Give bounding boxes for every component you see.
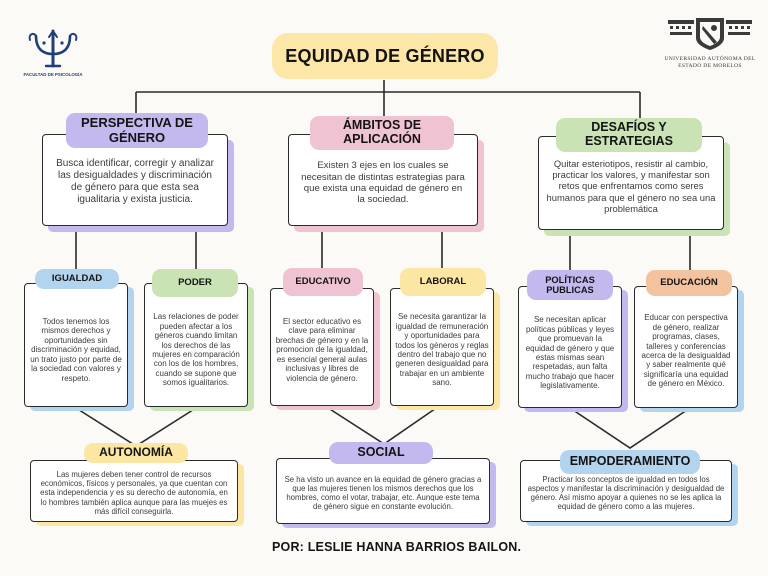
desafios-label: DESAFÍOS Y ESTRATEGIAS <box>556 118 702 152</box>
social-label: SOCIAL <box>329 442 433 464</box>
psychology-faculty-logo <box>22 26 84 82</box>
educativo-label: EDUCATIVO <box>283 268 363 296</box>
uaem-shield-icon <box>662 14 758 54</box>
main-title: EQUIDAD DE GÉNERO <box>272 33 498 79</box>
igualdad-label: IGUALDAD <box>35 269 119 289</box>
autonomia-label: AUTONOMÍA <box>84 443 188 463</box>
poder-description-box: Las relaciones de poder pueden afectar a los géneros cuando limitan los derechos de las mujeres en comparación con los de los hombres, cuando se supone que somos igualitarios. <box>144 283 248 407</box>
connector-to-social <box>322 404 442 444</box>
connector-to-empoderamiento <box>570 408 690 448</box>
empoderamiento-description-box: Practicar los conceptos de igualdad en todos los aspectos y manifestar la discriminación y desigualdad de género. Así mismo apoyar a quienes no se les aplica la equidad de género como a las mujeres. <box>520 460 732 522</box>
right-logo-caption-line2: ESTADO DE MORELOS <box>678 63 742 69</box>
social-description-box: Se ha visto un avance en la equidad de género gracias a que las mujeres tienen los mismos derechos que los hombres, como el votar, trabajar, etc. Aunque este tema de género sigue en constante evolución. <box>276 458 490 524</box>
laboral-description-box: Se necesita garantizar la igualdad de remuneración y oportunidades para todos los géneros y reglas dentro del trabajo que no generen desigualdad para trabajar en un ambiente sano. <box>390 288 494 406</box>
poder-label: PODER <box>152 269 238 297</box>
politicas-label: POLÍTICAS PUBLICAS <box>527 270 613 300</box>
politicas-description-box: Se necesitan aplicar políticas públicas y leyes que promuevan la equidad de género y que estas mismas sean respetadas, aun falta mucho trabajo que hacer legislativamente. <box>518 286 622 408</box>
educativo-description-box: El sector educativo es clave para eliminar brechas de género y en la promocion de la igualdad, es esencial general aulas inclusivas y libres de violencia de género. <box>270 288 374 406</box>
desafios-description-box: Quitar esteriotipos, resistir al cambio, practicar los valores, y manifestar son retos que enfrentamos como seres humanos para que el género no sea una problemática <box>538 136 724 230</box>
ambitos-description-box: Existen 3 ejes en los cuales se necesitan de distintas estrategias para que exista una equidad de género en la sociedad. <box>288 134 478 226</box>
igualdad-description-box: Todos tenemos los mismos derechos y oportunidades sin discriminación y equidad, un trato justo por parte de la sociedad con valores y respeto. <box>24 283 128 407</box>
perspectiva-label: PERSPECTIVA DE GÉNERO <box>66 113 208 148</box>
perspectiva-description-box: Busca identificar, corregir y analizar las desigualdades y discriminación de género para que esta sea igualitaria y exista justicia. <box>42 134 228 226</box>
autonomia-description-box: Las mujeres deben tener control de recursos económicos, físicos y personales, ya que cuentan con esta independencia y es su derecho de autonomía, en lo hombres también aplica aunque para las muejes es más difícil conseguirla. <box>30 460 238 522</box>
ambitos-label: ÁMBITOS DE APLICACIÓN <box>310 116 454 150</box>
left-logo-caption: FACULTAD DE PSICOLOGÍA <box>23 72 83 77</box>
empoderamiento-label: EMPODERAMIENTO <box>560 450 700 474</box>
connector-to-autonomia <box>76 408 196 446</box>
uaem-logo <box>662 14 758 74</box>
right-logo-caption-line1: UNIVERSIDAD AUTÓNOMA DEL <box>664 56 756 62</box>
psi-trident-icon <box>22 26 84 72</box>
author-credit: POR: LESLIE HANNA BARRIOS BAILON. <box>272 540 522 554</box>
educacion-description-box: Educar con perspectiva de género, realizar programas, clases, talleres y conferencias acerca de la desigualdad y saber realmente qué significaría una equidad de género en México. <box>634 286 738 408</box>
educacion-label: EDUCACIÓN <box>646 270 732 296</box>
laboral-label: LABORAL <box>400 268 486 296</box>
